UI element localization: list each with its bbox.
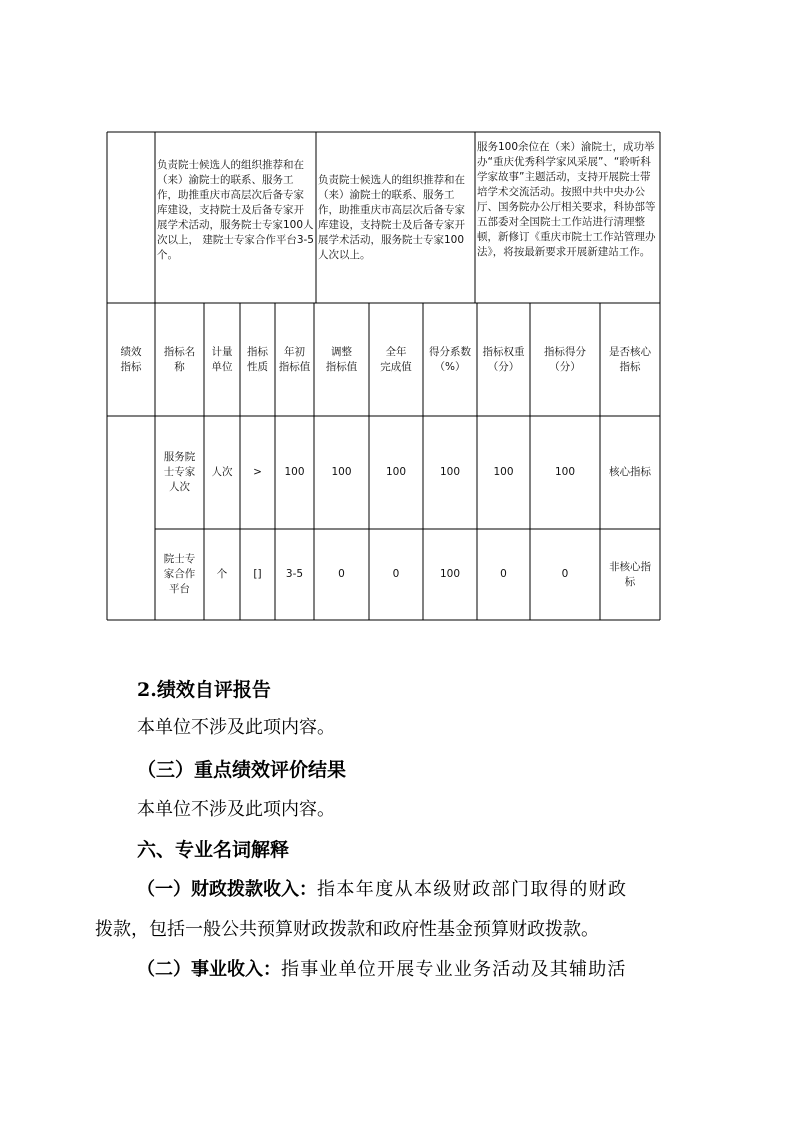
row2-weight: 0 xyxy=(500,568,507,580)
glossary-business-income xyxy=(137,955,627,981)
paragraph-not-applicable-1: 本单位不涉及此项内容。 xyxy=(137,717,335,738)
header-indicator-name: 指标名 称 xyxy=(163,345,196,373)
header-weight: 指标权重 （分） xyxy=(482,345,525,373)
definition-business-income: 指事业单位开展专业业务活动及其辅助活 xyxy=(281,959,627,980)
header-adjusted-value: 调整 指标值 xyxy=(325,345,358,373)
row1-is-core: 核心指标 xyxy=(609,466,651,478)
row2-nature: [] xyxy=(253,568,262,580)
row1-weight: 100 xyxy=(493,466,514,478)
row2-is-core: 非核心指 标 xyxy=(609,560,651,588)
heading-glossary: 六、专业名词解释 xyxy=(137,839,290,861)
header-score: 指标得分 （分） xyxy=(544,345,586,373)
row1-completed: 100 xyxy=(385,466,407,478)
row2-unit: 个 xyxy=(216,568,228,580)
header-unit: 计量 单位 xyxy=(211,345,233,373)
glossary-fiscal-allocation xyxy=(137,875,627,901)
row1-nature: > xyxy=(253,466,262,478)
header-completed-value: 全年 完成值 xyxy=(380,345,412,373)
definition-fiscal-allocation: 指本年度从本级财政部门取得的财政 xyxy=(317,879,628,900)
desc-cell-1: 负责院士候选人的组织推荐和在（来）渝院士的联系、服务工作，助推重庆市高层次后备专家库建设，支持院士及后备专家开展学术活动，服务院士专家100人次以上， 建院士专家合作平台3-5个。 xyxy=(157,159,314,261)
row2-adjusted: 0 xyxy=(338,568,345,580)
term-fiscal-allocation: （一）财政拨款收入： xyxy=(137,879,317,900)
row2-initial: 3-5 xyxy=(285,568,304,580)
performance-indicator-label: 绩效 指标 xyxy=(120,345,142,373)
term-business-income: （二）事业收入： xyxy=(137,959,281,980)
glossary-fiscal-allocation-cont: 拨款，包括一般公共预算财政拨款和政府性基金预算财政拨款。 xyxy=(95,919,599,940)
row1-name: 服务院 士专家 人次 xyxy=(163,451,196,493)
heading-key-evaluation-results: （三）重点绩效评价结果 xyxy=(137,759,347,781)
row2-score: 0 xyxy=(561,568,569,580)
row2-coefficient: 100 xyxy=(439,568,461,580)
paragraph-not-applicable-2: 本单位不涉及此项内容。 xyxy=(137,799,335,820)
row1-initial: 100 xyxy=(284,466,305,478)
row2-completed: 0 xyxy=(392,568,400,580)
header-nature: 指标 性质 xyxy=(247,345,268,373)
row1-score: 100 xyxy=(554,466,576,478)
header-is-core: 是否核心 指标 xyxy=(609,345,651,373)
heading-self-evaluation-report: 2.绩效自评报告 xyxy=(137,679,271,701)
row1-adjusted: 100 xyxy=(331,466,352,478)
row1-coefficient: 100 xyxy=(439,466,461,478)
header-initial-value: 年初 指标值 xyxy=(278,345,311,373)
desc-cell-3: 服务100余位在（来）渝院士，成功举办“重庆优秀科学家风采展”、“聆听科学家故事”主题活动，支持开展院士带培学术交流活动。按照中共中央办公厅、国务院办公厅相关要求，科协部等五部委对全国院士工作站进行清理整顿，新修订《重庆市院士工作站管理办法》，将按最新要求开展新建站工作。 xyxy=(477,141,656,258)
header-score-coefficient: 得分系数 （%） xyxy=(429,345,471,373)
row2-name: 院士专 家合作 平台 xyxy=(163,553,196,595)
desc-cell-2: 负责院士候选人的组织推荐和在（来）渝院士的联系、服务工作，助推重庆市高层次后备专家库建设，支持院士及后备专家开展学术活动，服务院士专家100人次以上。 xyxy=(318,174,465,261)
row1-unit: 人次 xyxy=(211,466,233,478)
